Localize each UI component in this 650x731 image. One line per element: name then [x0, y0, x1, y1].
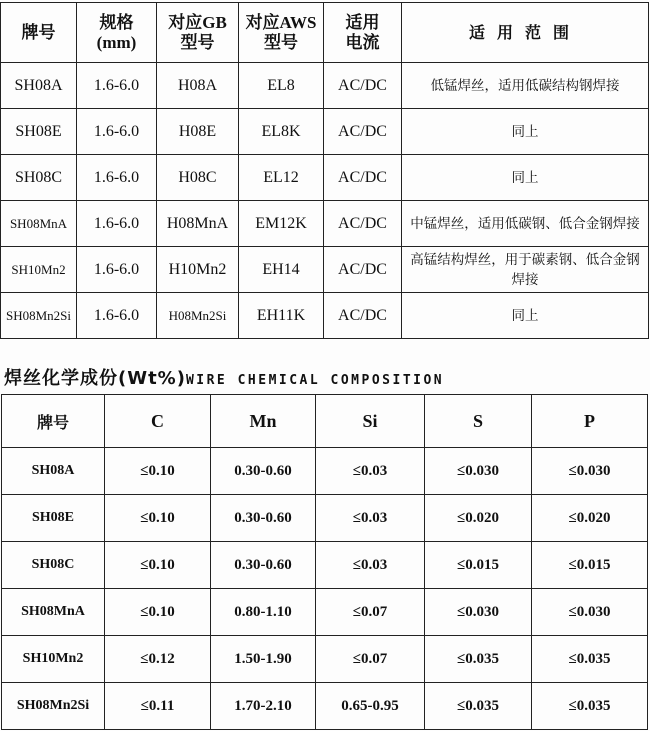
- p-cell: ≤0.030: [532, 448, 648, 495]
- section-title-en: WIRE CHEMICAL COMPOSITION: [185, 373, 445, 388]
- mn-cell: 1.50-1.90: [211, 636, 316, 683]
- table-row: [2, 495, 648, 542]
- header-aws: [239, 3, 324, 63]
- spec-cell: 1.6-6.0: [77, 155, 157, 201]
- header-c: C: [105, 395, 211, 448]
- spec-cell: 1.6-6.0: [77, 293, 157, 339]
- s-cell: ≤0.020: [425, 495, 532, 542]
- s-cell: ≤0.030: [425, 448, 532, 495]
- table-row: [1, 63, 649, 109]
- grade-cell: SH08A: [2, 448, 105, 495]
- product-table-header-row: [1, 3, 649, 63]
- usage-cell: 同上: [402, 109, 649, 155]
- header-si: Si: [316, 395, 425, 448]
- s-cell: ≤0.015: [425, 542, 532, 589]
- aws-cell: EH14: [239, 247, 324, 293]
- gb-cell: H08MnA: [157, 201, 239, 247]
- c-cell: ≤0.10: [105, 589, 211, 636]
- spec-cell: 1.6-6.0: [77, 109, 157, 155]
- table-row: [2, 636, 648, 683]
- p-cell: ≤0.020: [532, 495, 648, 542]
- grade-cell: SH08C: [1, 155, 77, 201]
- header-usage: 适用范围: [402, 3, 649, 63]
- table-row: [1, 109, 649, 155]
- grade-cell: SH08C: [2, 542, 105, 589]
- mn-cell: 0.30-0.60: [211, 495, 316, 542]
- usage-cell: 同上: [402, 293, 649, 339]
- grade-cell: SH08MnA: [1, 201, 77, 247]
- table-row: [2, 542, 648, 589]
- grade-cell: SH10Mn2: [2, 636, 105, 683]
- s-cell: ≤0.035: [425, 636, 532, 683]
- si-cell: ≤0.03: [316, 542, 425, 589]
- table-row: [2, 448, 648, 495]
- grade-cell: SH08Mn2Si: [1, 293, 77, 339]
- spec-cell: 1.6-6.0: [77, 247, 157, 293]
- header-gb-line1: 对应GB: [168, 12, 227, 32]
- si-cell: ≤0.03: [316, 448, 425, 495]
- header-grade: 牌号: [2, 395, 105, 448]
- gb-cell: H08E: [157, 109, 239, 155]
- gb-cell: H08A: [157, 63, 239, 109]
- section-title-cn: 焊丝化学成份(Wt%): [4, 368, 186, 389]
- table-row: [2, 589, 648, 636]
- header-spec-line1: 规格: [99, 12, 134, 32]
- c-cell: ≤0.10: [105, 542, 211, 589]
- header-aws-line2: 型号: [264, 32, 298, 52]
- header-s: S: [425, 395, 532, 448]
- current-cell: AC/DC: [324, 155, 402, 201]
- grade-cell: SH10Mn2: [1, 247, 77, 293]
- c-cell: ≤0.11: [105, 683, 211, 730]
- grade-cell: SH08Mn2Si: [2, 683, 105, 730]
- si-cell: ≤0.07: [316, 589, 425, 636]
- aws-cell: EH11K: [239, 293, 324, 339]
- usage-cell: 同上: [402, 155, 649, 201]
- spec-cell: 1.6-6.0: [77, 201, 157, 247]
- current-cell: AC/DC: [324, 63, 402, 109]
- header-aws-line1: 对应AWS: [245, 12, 317, 32]
- p-cell: ≤0.030: [532, 589, 648, 636]
- aws-cell: EM12K: [239, 201, 324, 247]
- aws-cell: EL12: [239, 155, 324, 201]
- gb-cell: H08Mn2Si: [157, 293, 239, 339]
- usage-cell: 中锰焊丝，适用低碳钢、低合金钢焊接: [402, 201, 649, 247]
- si-cell: ≤0.07: [316, 636, 425, 683]
- grade-cell: SH08MnA: [2, 589, 105, 636]
- header-mn: Mn: [211, 395, 316, 448]
- composition-table-header-row: [2, 395, 648, 448]
- mn-cell: 0.80-1.10: [211, 589, 316, 636]
- si-cell: 0.65-0.95: [316, 683, 425, 730]
- aws-cell: EL8K: [239, 109, 324, 155]
- table-row: [2, 683, 648, 730]
- c-cell: ≤0.10: [105, 448, 211, 495]
- c-cell: ≤0.10: [105, 495, 211, 542]
- table-row: [1, 293, 649, 339]
- usage-cell: 高锰结构焊丝，用于碳素钢、低合金钢焊接: [402, 247, 649, 293]
- current-cell: AC/DC: [324, 247, 402, 293]
- current-cell: AC/DC: [324, 201, 402, 247]
- header-grade: 牌号: [1, 3, 77, 63]
- table-row: [1, 155, 649, 201]
- mn-cell: 0.30-0.60: [211, 448, 316, 495]
- table-row: [1, 201, 649, 247]
- p-cell: ≤0.035: [532, 636, 648, 683]
- header-spec: [77, 3, 157, 63]
- table-row: [1, 247, 649, 293]
- grade-cell: SH08A: [1, 63, 77, 109]
- s-cell: ≤0.035: [425, 683, 532, 730]
- product-spec-table: [0, 2, 649, 339]
- p-cell: ≤0.015: [532, 542, 648, 589]
- gb-cell: H10Mn2: [157, 247, 239, 293]
- header-gb-line2: 型号: [180, 32, 215, 52]
- p-cell: ≤0.035: [532, 683, 648, 730]
- header-current: [324, 3, 402, 63]
- header-p: P: [532, 395, 648, 448]
- chemical-composition-table: [1, 394, 648, 730]
- grade-cell: SH08E: [2, 495, 105, 542]
- gb-cell: H08C: [157, 155, 239, 201]
- spec-cell: 1.6-6.0: [77, 63, 157, 109]
- c-cell: ≤0.12: [105, 636, 211, 683]
- current-cell: AC/DC: [324, 109, 402, 155]
- header-current-line1: 适用: [345, 12, 380, 32]
- mn-cell: 0.30-0.60: [211, 542, 316, 589]
- usage-cell: 低锰焊丝，适用低碳结构钢焊接: [402, 63, 649, 109]
- section-title: [4, 364, 444, 390]
- s-cell: ≤0.030: [425, 589, 532, 636]
- si-cell: ≤0.03: [316, 495, 425, 542]
- aws-cell: EL8: [239, 63, 324, 109]
- header-gb: [157, 3, 239, 63]
- current-cell: AC/DC: [324, 293, 402, 339]
- header-spec-line2: (mm): [96, 32, 137, 52]
- mn-cell: 1.70-2.10: [211, 683, 316, 730]
- grade-cell: SH08E: [1, 109, 77, 155]
- header-current-line2: 电流: [345, 32, 380, 52]
